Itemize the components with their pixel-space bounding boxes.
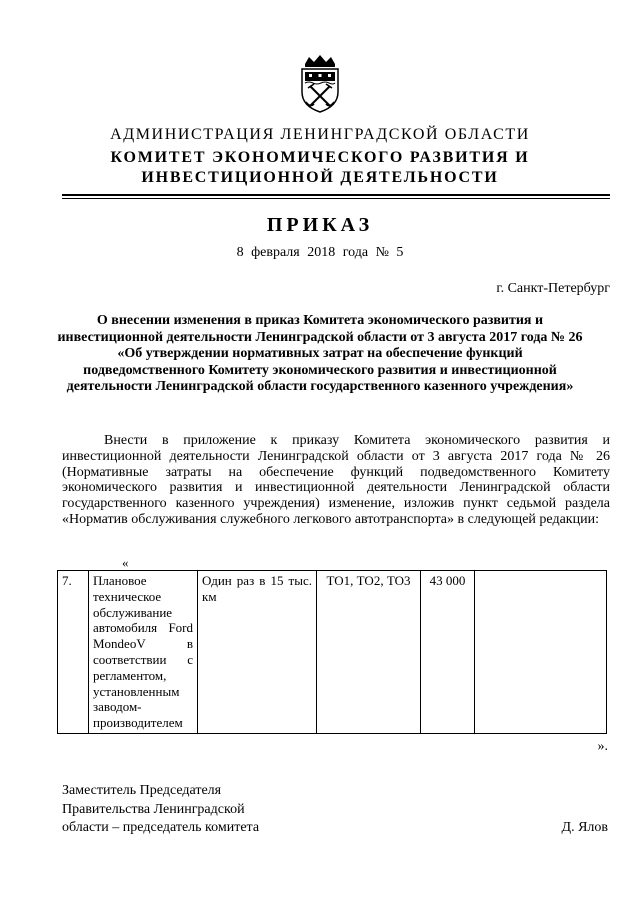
coat-of-arms-icon [299, 54, 341, 114]
order-date: 8 февраля 2018 года № 5 [236, 245, 404, 260]
committee-name [0, 148, 640, 188]
document-title: ПРИКАЗ [266, 214, 374, 236]
committee-name-line1: КОМИТЕТ ЭКОНОМИЧЕСКОГО РАЗВИТИЯ И [110, 149, 530, 166]
open-quote: « [122, 555, 129, 570]
signatory-position [62, 782, 259, 838]
order-subject: О внесении изменения в приказ Комитета экономического развития и инвестиционной деятельности Ленинградской области от 3 августа 2017 года № 26 «Об утверждении нормативных затрат на обеспечение функций подведомственного Комитету экономического развития и инвестиционной деятельности Ленинградской области государственного казенного учреждения» [57, 313, 583, 395]
order-body: Внести в приложение к приказу Комитета экономического развития и инвестиционной деятельности Ленинградской области от 3 августа 2017 года № 26 (Нормативные затраты на обеспечение функций подведомственного Комитету экономического развития и инвестиционной деятельности Ленинградской области государственного казенного учреждения) изменение, изложив пункт седьмой раздела «Норматив обслуживания служебного легкового автотранспорта» в следующей редакции: [62, 433, 610, 527]
cell-cost: 43 000 [421, 571, 475, 734]
cell-empty [475, 571, 607, 734]
signatory-name: Д. Ялов [561, 820, 608, 835]
order-city: г. Санкт-Петербург [496, 281, 610, 296]
table-row [58, 571, 607, 734]
cell-description: Плановое техническое обслуживание автомобиля Ford MondeoV в соответствии с регламентом, установленным заводом-производителем [89, 571, 198, 734]
cell-frequency: Один раз в 15 тыс. км [198, 571, 317, 734]
close-quote: ». [597, 739, 608, 754]
signatory-line3: области – председатель комитета [62, 820, 260, 835]
committee-name-line2: ИНВЕСТИЦИОННОЙ ДЕЯТЕЛЬНОСТИ [141, 169, 499, 186]
header-rule-thin [62, 198, 610, 199]
cell-maintenance-type: ТО1, ТО2, ТО3 [317, 571, 421, 734]
org-name: АДМИНИСТРАЦИЯ ЛЕНИНГРАДСКОЙ ОБЛАСТИ [110, 126, 530, 143]
header-rule-thick [62, 194, 610, 196]
signatory-line2: Правительства Ленинградской [62, 801, 245, 817]
signatory-line1: Заместитель Председателя [62, 783, 222, 798]
cell-number: 7. [58, 571, 89, 734]
norm-table [57, 570, 607, 734]
